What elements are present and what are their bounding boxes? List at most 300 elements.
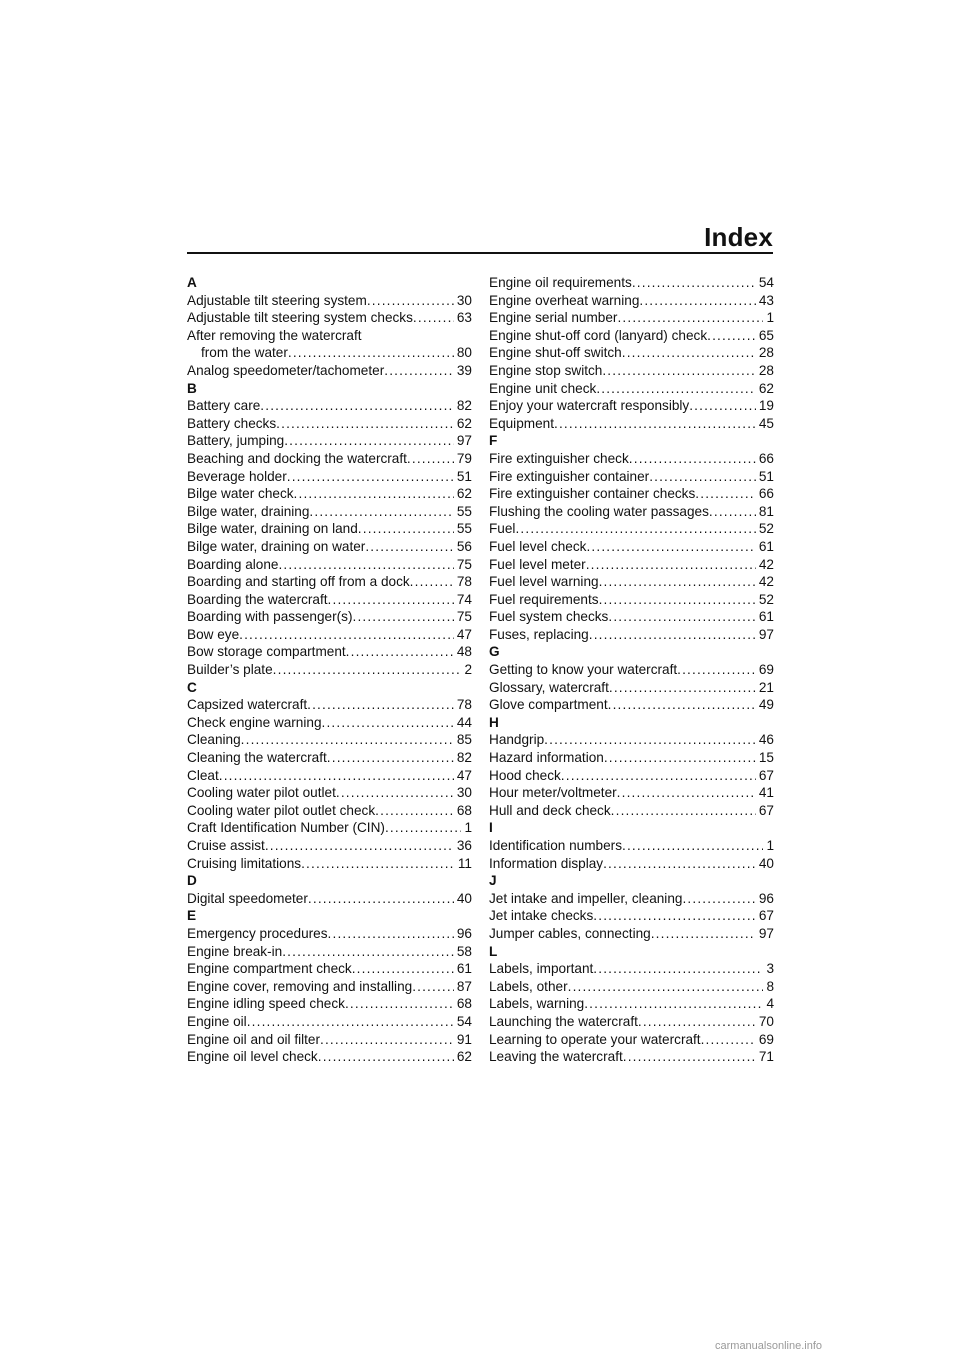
dot-leader <box>309 503 453 521</box>
index-letter-heading: F <box>489 433 498 449</box>
dot-leader <box>384 362 454 380</box>
index-page-number: 91 <box>456 1031 472 1047</box>
index-page-number: 42 <box>758 556 774 572</box>
index-page-number: 61 <box>456 961 472 977</box>
dot-leader <box>278 556 453 574</box>
dot-leader <box>320 1031 454 1049</box>
index-entry-text: Battery checks <box>187 415 277 431</box>
index-letter-heading: L <box>489 943 498 959</box>
index-entry-text: Launching the watercraft <box>489 1013 638 1029</box>
index-letter-heading: H <box>489 714 499 730</box>
index-entry-text: Adjustable tilt steering system <box>187 292 367 308</box>
dot-leader <box>239 626 454 644</box>
dot-leader <box>412 978 454 996</box>
index-entry-text: Fuel requirements <box>489 591 599 607</box>
dot-leader <box>593 960 763 978</box>
index-entry-text: Engine oil <box>187 1013 247 1029</box>
index-page-number: 96 <box>456 925 472 941</box>
index-page-number: 44 <box>456 714 472 730</box>
index-page-number: 87 <box>456 978 472 994</box>
index-page-number: 11 <box>457 855 472 871</box>
dot-leader <box>352 960 454 978</box>
index-page-number: 62 <box>456 415 472 431</box>
dot-leader <box>599 591 756 609</box>
dot-leader <box>367 292 454 310</box>
index-page-number: 21 <box>758 679 774 695</box>
index-entry-text: Engine shut-off switch <box>489 345 622 361</box>
dot-leader <box>622 837 763 855</box>
index-page-number: 3 <box>766 961 774 977</box>
dot-leader <box>276 415 454 433</box>
index-page-number: 30 <box>456 292 472 308</box>
index-entry-text: Labels, other <box>489 978 568 994</box>
dot-leader <box>328 591 454 609</box>
index-entry <box>489 362 774 380</box>
index-page-number: 8 <box>766 978 774 994</box>
dot-leader <box>410 573 454 591</box>
index-page-number: 65 <box>758 327 774 343</box>
index-page-number: 52 <box>758 521 774 537</box>
index-entry <box>187 1031 472 1049</box>
index-entry-text: Cooling water pilot outlet <box>187 785 336 801</box>
index-entry <box>187 538 472 556</box>
index-entry <box>187 309 472 327</box>
dot-leader <box>375 802 454 820</box>
index-entry-text: Engine idling speed check <box>187 996 345 1012</box>
dot-leader <box>307 696 454 714</box>
index-letter-heading: G <box>489 644 500 660</box>
index-page-number: 56 <box>456 538 472 554</box>
index-page-number: 52 <box>758 591 774 607</box>
index-page-number: 1 <box>464 820 472 836</box>
dot-leader <box>584 995 763 1013</box>
index-entry-text: Enjoy your watercraft responsibly <box>489 398 690 414</box>
index-page-number: 85 <box>456 732 472 748</box>
index-entry <box>489 784 774 802</box>
index-entry <box>187 978 472 996</box>
dot-leader <box>288 344 454 362</box>
index-entry-text: Engine oil and oil filter <box>187 1031 320 1047</box>
index-page-number: 67 <box>758 767 774 783</box>
index-entry-text: Jumper cables, connecting <box>489 925 651 941</box>
index-entry-text: After removing the watercraft <box>187 327 362 343</box>
index-letter-heading: E <box>187 908 197 924</box>
index-entry-text: Cleaning <box>187 732 241 748</box>
dot-leader <box>638 1013 756 1031</box>
index-page-number: 51 <box>758 468 774 484</box>
index-entry <box>489 890 774 908</box>
index-page-number: 55 <box>456 503 472 519</box>
index-entry <box>187 362 472 380</box>
dot-leader <box>701 1031 756 1049</box>
dot-leader <box>639 292 755 310</box>
dot-leader <box>241 731 454 749</box>
index-entry <box>187 749 472 767</box>
index-entry-text: Bow storage compartment <box>187 644 346 660</box>
index-page-number: 62 <box>758 380 774 396</box>
index-page-number: 82 <box>456 750 472 766</box>
index-entry <box>489 907 774 925</box>
index-entry-text: Cleat <box>187 767 219 783</box>
index-entry <box>489 1013 774 1031</box>
dot-leader <box>561 767 756 785</box>
index-entry <box>187 696 472 714</box>
dot-leader <box>649 468 756 486</box>
index-entry <box>489 344 774 362</box>
dot-leader <box>287 468 454 486</box>
dot-leader <box>352 608 453 626</box>
index-entry-text: Bilge water, draining on water <box>187 538 366 554</box>
index-column-right <box>489 274 774 1066</box>
index-entry-text: Fuel system checks <box>489 609 609 625</box>
index-entry <box>489 749 774 767</box>
dot-leader <box>623 1048 756 1066</box>
index-entry <box>489 380 774 398</box>
dot-leader <box>301 855 455 873</box>
index-entry <box>489 415 774 433</box>
index-entry-text: Fire extinguisher container checks <box>489 486 696 502</box>
index-page-number: 62 <box>456 1049 472 1065</box>
index-entry-text: Learning to operate your watercraft <box>489 1031 701 1047</box>
index-entry-text: Hood check <box>489 767 561 783</box>
index-entry <box>187 485 472 503</box>
index-entry-text: Leaving the watercraft <box>489 1049 623 1065</box>
index-entry <box>489 837 774 855</box>
dot-leader <box>346 643 454 661</box>
index-entry <box>187 819 472 837</box>
index-page-number: 1 <box>766 310 774 326</box>
dot-leader <box>651 925 756 943</box>
index-page-number: 39 <box>456 362 472 378</box>
index-entry <box>489 995 774 1013</box>
dot-leader <box>318 1048 454 1066</box>
index-page-number: 68 <box>456 996 472 1012</box>
index-entry <box>187 415 472 433</box>
index-page-number: 2 <box>464 662 472 678</box>
index-entry-text: Craft Identification Number (CIN) <box>187 820 385 836</box>
index-page-number: 54 <box>758 275 774 290</box>
index-page-number: 70 <box>758 1013 774 1029</box>
index-entry <box>187 661 472 679</box>
index-entry-text: Identification numbers <box>489 838 622 853</box>
index-page-number: 46 <box>758 732 774 748</box>
index-entry <box>187 344 472 362</box>
index-entry <box>187 995 472 1013</box>
index-letter-heading: I <box>489 820 493 836</box>
index-entry-text: Engine break-in <box>187 943 283 959</box>
index-entry-text: Fuel level meter <box>489 556 586 572</box>
dot-leader <box>617 784 756 802</box>
index-entry <box>489 556 774 574</box>
dot-leader <box>608 696 756 714</box>
index-page-number: 15 <box>758 750 774 766</box>
index-page-number: 62 <box>456 486 472 502</box>
dot-leader <box>604 749 756 767</box>
index-entry <box>489 1031 774 1049</box>
index-entry-text: Getting to know your watercraft <box>489 662 678 678</box>
index-entry <box>187 855 472 873</box>
index-entry-text: Bow eye <box>187 626 240 642</box>
dot-leader <box>327 749 454 767</box>
index-entry <box>187 1013 472 1031</box>
index-entry-text: Beverage holder <box>187 468 287 484</box>
index-page-number: 30 <box>456 785 472 801</box>
index-entry <box>187 837 472 855</box>
index-entry <box>187 643 472 661</box>
index-page-number: 68 <box>456 802 472 818</box>
index-page-number: 63 <box>456 310 472 326</box>
index-page-number: 67 <box>758 802 774 818</box>
index-entry-text: Engine compartment check <box>187 961 352 977</box>
index-entry <box>187 1048 472 1066</box>
index-entry <box>187 784 472 802</box>
index-entry <box>187 520 472 538</box>
index-entry <box>187 450 472 468</box>
index-entry <box>489 485 774 503</box>
index-entry <box>187 608 472 626</box>
index-entry <box>187 573 472 591</box>
index-entry <box>489 767 774 785</box>
index-entry-text: Bilge water, draining <box>187 503 310 519</box>
dot-leader <box>689 397 756 415</box>
index-entry-text: Capsized watercraft <box>187 697 308 713</box>
index-entry-text: Fire extinguisher check <box>489 450 629 466</box>
index-letter-heading: J <box>489 873 497 889</box>
index-entry <box>187 591 472 609</box>
dot-leader <box>385 819 462 837</box>
index-page-number: 41 <box>758 785 774 801</box>
index-letter-heading: B <box>187 380 197 396</box>
dot-leader <box>358 520 454 538</box>
index-page-number: 45 <box>758 415 774 431</box>
index-page-number: 71 <box>758 1049 774 1065</box>
index-page-number: 81 <box>758 503 774 519</box>
index-entry <box>489 538 774 556</box>
dot-leader <box>219 767 454 785</box>
index-letter-heading: A <box>187 275 197 290</box>
dot-leader <box>273 661 462 679</box>
dot-leader <box>695 485 756 503</box>
index-entry-text: Glove compartment <box>489 697 608 713</box>
dot-leader <box>709 503 756 521</box>
index-entry-text: Equipment <box>489 415 554 431</box>
index-page-number: 80 <box>456 345 472 361</box>
dot-leader <box>282 943 454 961</box>
index-entry <box>187 802 472 820</box>
index-entry-text: Engine overheat warning <box>489 292 640 308</box>
index-entry <box>489 696 774 714</box>
index-page-number: 4 <box>766 996 774 1012</box>
index-entry <box>187 468 472 486</box>
index-page-number: 69 <box>758 1031 774 1047</box>
dot-leader <box>294 485 454 503</box>
index-entry-text: Boarding and starting off from a dock <box>187 574 410 590</box>
index-entry-text: Bilge water, draining on land <box>187 521 358 537</box>
index-entry-text: Cooling water pilot outlet check <box>187 802 376 818</box>
index-entry <box>489 731 774 749</box>
index-entry <box>187 397 472 415</box>
index-entry <box>187 714 472 732</box>
dot-leader <box>608 608 756 626</box>
index-entry <box>187 960 472 978</box>
index-entry <box>187 767 472 785</box>
index-entry <box>187 731 472 749</box>
index-entry-text: Cruise assist <box>187 838 265 853</box>
index-entry-text: Fuel <box>489 521 516 537</box>
index-page-number: 66 <box>758 450 774 466</box>
index-page-number: 78 <box>456 574 472 590</box>
dot-leader <box>345 995 454 1013</box>
index-entry <box>489 397 774 415</box>
index-entry <box>489 1048 774 1066</box>
index-page-number: 43 <box>758 292 774 308</box>
index-page-number: 49 <box>758 697 774 713</box>
index-entry <box>489 960 774 978</box>
dot-leader <box>611 802 756 820</box>
index-entry-text: Digital speedometer <box>187 890 308 906</box>
index-entry-text: Jet intake checks <box>489 908 594 924</box>
index-entry-text: Boarding the watercraft <box>187 591 328 607</box>
index-entry-text: Labels, important <box>489 961 594 977</box>
index-page-number: 55 <box>456 521 472 537</box>
index-entry <box>489 450 774 468</box>
index-entry-text: Boarding with passenger(s) <box>187 609 353 625</box>
index-letter-heading: D <box>187 873 197 889</box>
index-entry-text: Cleaning the watercraft <box>187 750 327 766</box>
index-entry-text: Engine oil requirements <box>489 275 632 290</box>
index-page-number: 28 <box>758 345 774 361</box>
index-entry-text: Analog speedometer/tachometer <box>187 362 385 378</box>
dot-leader <box>328 925 454 943</box>
index-page-number: 66 <box>758 486 774 502</box>
index-entry <box>489 468 774 486</box>
index-page-number: 19 <box>758 398 774 414</box>
index-entry-text: Fuel level warning <box>489 574 599 590</box>
dot-leader <box>265 837 454 855</box>
dot-leader <box>707 327 756 345</box>
index-page-number: 74 <box>456 591 472 607</box>
index-entry <box>489 978 774 996</box>
dot-leader <box>308 890 454 908</box>
index-entry-text: Engine stop switch <box>489 362 603 378</box>
index-entry <box>489 679 774 697</box>
index-entry-text: from the water <box>201 345 288 361</box>
index-page-number: 1 <box>766 838 774 853</box>
dot-leader <box>593 907 756 925</box>
index-entry-text: Labels, warning <box>489 996 585 1012</box>
index-entry-text: Fuel level check <box>489 538 587 554</box>
index-entry-text: Battery care <box>187 398 261 414</box>
dot-leader <box>554 415 756 433</box>
index-entry-text: Jet intake and impeller, cleaning <box>489 890 683 906</box>
dot-leader <box>515 520 755 538</box>
index-page-number: 48 <box>456 644 472 660</box>
index-page-number: 75 <box>456 609 472 625</box>
dot-leader <box>544 731 756 749</box>
index-page-number: 40 <box>456 890 472 906</box>
dot-leader <box>365 538 454 556</box>
index-entry <box>489 520 774 538</box>
dot-leader <box>599 573 756 591</box>
dot-leader <box>632 274 756 292</box>
index-entry <box>187 925 472 943</box>
index-column-left <box>187 274 472 1066</box>
index-entry-text: Flushing the cooling water passages <box>489 503 709 519</box>
dot-leader <box>602 362 756 380</box>
index-page-number: 97 <box>758 925 774 941</box>
title-rule <box>187 252 773 254</box>
index-page-number: 40 <box>758 855 774 871</box>
index-entry-text: Information display <box>489 855 604 871</box>
index-entry-text: Cruising limitations <box>187 855 302 871</box>
dot-leader <box>586 556 756 574</box>
index-entry <box>489 925 774 943</box>
index-page-number: 42 <box>758 574 774 590</box>
index-page-number: 61 <box>758 609 774 625</box>
index-page-number: 47 <box>456 767 472 783</box>
index-entry-text: Hour meter/voltmeter <box>489 785 617 801</box>
index-entry <box>187 890 472 908</box>
index-entry <box>489 292 774 310</box>
index-entry <box>489 327 774 345</box>
index-entry <box>489 503 774 521</box>
index-entry-text: Hull and deck check <box>489 802 611 818</box>
index-entry-text: Fire extinguisher container <box>489 468 650 484</box>
index-page-number: 51 <box>456 468 472 484</box>
dot-leader <box>407 450 454 468</box>
index-entry-text: Glossary, watercraft <box>489 679 609 695</box>
dot-leader <box>677 661 756 679</box>
index-entry-text: Hazard information <box>489 750 604 766</box>
index-entry <box>489 855 774 873</box>
index-entry-text: Engine cover, removing and installing <box>187 978 413 994</box>
index-entry-text: Emergency procedures <box>187 925 328 941</box>
index-entry-text: Engine oil level check <box>187 1049 318 1065</box>
index-page-number: 54 <box>456 1013 472 1029</box>
index-page-number: 36 <box>456 838 472 853</box>
index-entry-text: Engine shut-off cord (lanyard) check <box>489 327 708 343</box>
page-title: Index <box>704 222 773 252</box>
index-entry <box>187 292 472 310</box>
index-page-number: 97 <box>758 626 774 642</box>
index-entry-text: Adjustable tilt steering system checks <box>187 310 413 326</box>
dot-leader <box>629 450 756 468</box>
watermark: carmanualsonline.info <box>715 1340 823 1352</box>
dot-leader <box>586 538 755 556</box>
index-page-number: 28 <box>758 362 774 378</box>
index-entry <box>489 573 774 591</box>
index-entry-text: Check engine warning <box>187 714 322 730</box>
index-entry <box>187 503 472 521</box>
index-entry-text: Bilge water check <box>187 486 294 502</box>
index-page-number: 82 <box>456 398 472 414</box>
index-page-number: 47 <box>456 626 472 642</box>
index-entry <box>489 608 774 626</box>
index-entry-text: Builder’s plate <box>187 662 273 678</box>
index-entry <box>187 626 472 644</box>
index-page-number: 97 <box>456 433 472 449</box>
index-letter-heading: C <box>187 679 197 695</box>
index-page-number: 96 <box>758 890 774 906</box>
index-entry-text: Engine unit check <box>489 380 597 396</box>
index-page-number: 58 <box>456 943 472 959</box>
index-entry <box>489 274 774 292</box>
dot-leader <box>247 1013 454 1031</box>
dot-leader <box>413 309 454 327</box>
dot-leader <box>568 978 764 996</box>
index-entry-text: Fuses, replacing <box>489 626 589 642</box>
index-entry <box>489 802 774 820</box>
